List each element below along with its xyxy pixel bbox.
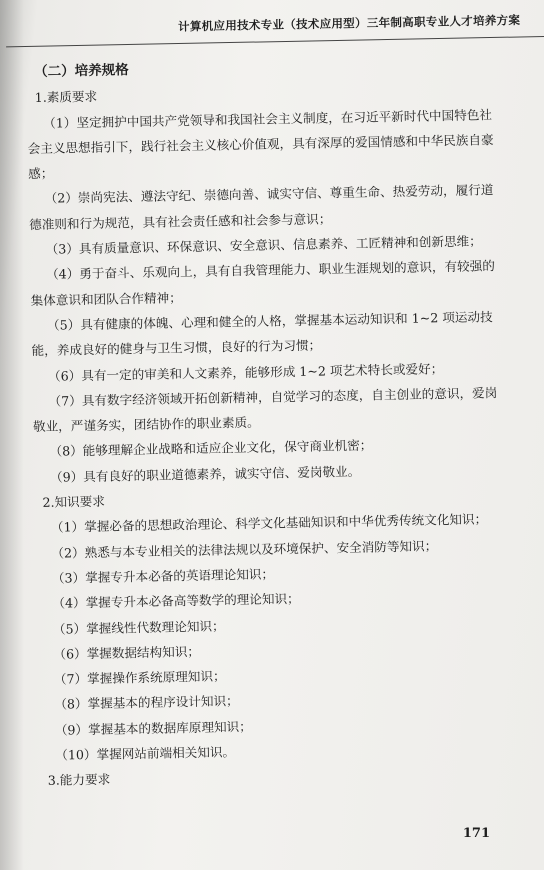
quality-item: （1）坚定拥护中国共产党领导和我国社会主义制度，在习近平新时代中国特色社 — [43, 106, 493, 131]
knowledge-item: （6）掌握数据结构知识； — [53, 643, 201, 662]
quality-item: （6）具有一定的审美和人文素养，能够形成 1~2 项艺术特长或爱好； — [47, 360, 444, 384]
quality-item-continuation: 感； — [28, 165, 54, 182]
page-body — [27, 51, 540, 794]
quality-item: （4）勇于奋斗、乐观向上，具有自我管理能力、职业生涯规划的意识，有较强的 — [45, 258, 495, 283]
section-title: （二）培养规格 — [34, 62, 129, 80]
subsection-title-quality: 1.素质要求 — [34, 89, 98, 106]
quality-item: （3）具有质量意识、环保意识、安全意识、信息素养、工匠精神和创新思维； — [45, 233, 482, 257]
quality-item: （9）具有良好的职业道德素养，诚实守信、爱岗敬业。 — [49, 463, 361, 485]
knowledge-item: （3）掌握专升本必备的英语理论知识； — [51, 566, 275, 586]
quality-item: （5）具有健康的体魄、心理和健全的人格，掌握基本运动知识和 1~2 项运动技 — [46, 309, 493, 333]
page-number: 171 — [462, 826, 490, 841]
binding-shadow — [0, 0, 24, 870]
subsection-title-ability: 3.能力要求 — [47, 771, 111, 789]
quality-item-continuation: 会主义思想指引下，践行社会主义核心价值观，具有深厚的爱国情感和中华民族自豪 — [27, 132, 494, 156]
knowledge-item: （5）掌握线性代数理论知识； — [52, 617, 225, 637]
knowledge-item: （2）熟悉与本专业相关的法律法规以及环境保护、安全消防等知识； — [51, 537, 438, 561]
running-header: 计算机应用技术专业（技术应用型）三年制高职专业人才培养方案 — [177, 13, 521, 34]
quality-item-continuation: 德准则和行为规范，具有社会责任感和社会参与意识； — [29, 211, 332, 232]
quality-item: （7）具有数字经济领域开拓创新精神，自觉学习的态度，自主创业的意识，爱岗 — [48, 384, 498, 409]
header-rule — [6, 36, 544, 47]
knowledge-item: （10）掌握网站前端相关知识。 — [55, 744, 236, 763]
knowledge-item: （1）掌握必备的思想政治理论、科学文化基础知识和中华优秀传统文化知识； — [50, 511, 488, 536]
subsection-title-knowledge: 2.知识要求 — [42, 493, 106, 510]
knowledge-item: （9）掌握基本的数据库原理知识； — [54, 718, 252, 738]
quality-item: （8）能够理解企业战略和适应企业文化，保守商业机密； — [49, 437, 373, 460]
knowledge-item: （7）掌握操作系统原理知识； — [53, 668, 226, 687]
knowledge-item: （4）掌握专升本必备高等数学的理论知识； — [52, 591, 300, 611]
quality-item-continuation: 能，养成良好的健身与卫生习惯，良好的行为习惯； — [31, 337, 322, 359]
quality-item-continuation: 集体意识和团队合作精神； — [30, 289, 182, 308]
quality-item-continuation: 敬业，严谨务实，团结协作的职业素质。 — [32, 414, 260, 435]
knowledge-item: （8）掌握基本的程序设计知识； — [54, 693, 239, 713]
quality-item: （2）崇尚宪法、遵法守纪、崇德向善、诚实守信、尊重生命、热爱劳动，履行道 — [44, 182, 494, 207]
